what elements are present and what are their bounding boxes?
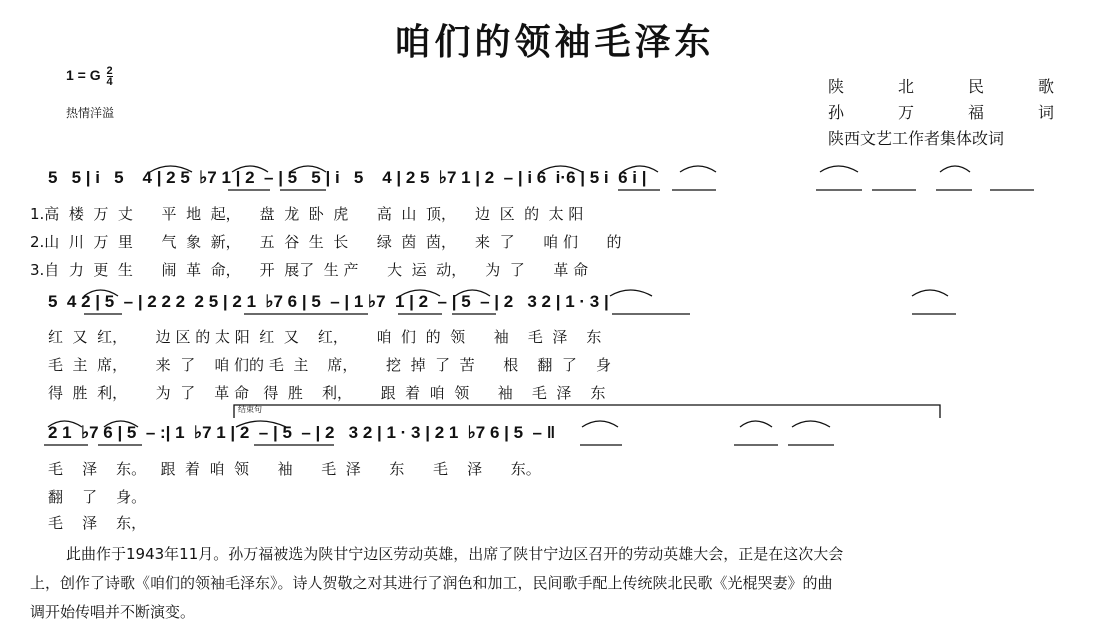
- score-row-1-notes: 5 5 | i 5 4 | 2 5 ♭7 1 | 2 – | 5 5 | i 5 4 | 2 5 ♭7 1 | 2 – | i 6 i·6 | 5 i 6 i |: [48, 168, 647, 187]
- ending-label: 结束句: [238, 405, 262, 414]
- lyric-row-1-verse-3: 3.自 力 更 生 闹 革 命， 开 展了 生 产 大 运 动， 为 了 革 命: [30, 261, 589, 279]
- lyric-row-3-verse-3: 毛 泽 东，: [48, 514, 147, 532]
- score-row-3-notes: 2 1 ♭7 6 | 5 – :| 1 ♭7 1 | 2 – | 5 – | 2 3 2 | 1 · 3 | 2 1 ♭7 6 | 5 – ‖: [48, 423, 556, 442]
- notes-paragraph-line-1: 此曲作于1943年11月。孙万福被选为陕甘宁边区劳动英雄，出席了陕甘宁边区召开的劳动英雄大会，正是在这次大会: [66, 545, 844, 563]
- slur: [582, 421, 618, 427]
- credit-char: 万: [897, 103, 914, 122]
- slur: [455, 290, 490, 296]
- credit-char: 民: [967, 77, 984, 96]
- lyric-row-3-verse-2: 翻 了 身。: [48, 488, 147, 506]
- slur: [940, 166, 970, 172]
- credit-char: 福: [967, 103, 984, 122]
- slur: [622, 166, 658, 172]
- score-row-2-notes: 5 4 2 | 5 – | 2 2 2 2 5 | 2 1 ♭7 6 | 5 – | 1 ♭7 1 | 2 – | 5 – | 2 3 2 | 1 · 3 |: [48, 292, 609, 311]
- slur: [104, 421, 138, 427]
- slur: [150, 166, 192, 172]
- lyric-row-2-verse-2: 毛 主 席， 来 了 咱 们的 毛 主 席， 挖 掉 了 苦 根 翻 了 身: [48, 356, 611, 374]
- notes-paragraph-line-2: 上，创作了诗歌《咱们的领袖毛泽东》。诗人贺敬之对其进行了润色和加工，民间歌手配上传统陕北民歌《光棍哭妻》的曲: [30, 574, 833, 592]
- slur: [84, 290, 118, 296]
- time-bottom: 4: [106, 76, 113, 88]
- credit-char: 歌: [1037, 77, 1054, 96]
- lyric-row-2-verse-1: 红 又 红， 边 区 的 太 阳 红 又 红， 咱 们 的 领 袖 毛 泽 东: [48, 328, 602, 346]
- slur: [792, 421, 830, 427]
- notes-paragraph-line-3: 调开始传唱并不断演变。: [30, 603, 196, 621]
- slur: [680, 166, 716, 172]
- slur: [232, 166, 268, 172]
- slur: [540, 166, 582, 172]
- slur: [290, 166, 326, 172]
- credit-char: 北: [897, 77, 914, 96]
- ending-bracket: [234, 405, 940, 418]
- lyric-row-2-verse-3: 得 胜 利， 为 了 革 命 得 胜 利， 跟 着 咱 领 袖 毛 泽 东: [48, 384, 606, 402]
- song-title: 咱们的领袖毛泽东: [394, 22, 715, 63]
- slur: [400, 290, 440, 296]
- slur: [740, 421, 772, 427]
- key-prefix: 1 = G: [66, 67, 101, 84]
- lyric-row-1-verse-1: 1.高 楼 万 丈 平 地 起， 盘 龙 卧 虎 高 山 顶， 边 区 的 太 阳: [30, 205, 584, 223]
- slur: [236, 421, 286, 427]
- time-top: 2: [106, 65, 113, 77]
- slur: [610, 290, 652, 296]
- lyric-row-1-verse-2: 2.山 川 万 里 气 象 新， 五 谷 生 长 绿 茵 茵， 来 了 咱 们 的: [30, 233, 622, 251]
- slur: [48, 421, 82, 427]
- slur: [820, 166, 858, 172]
- credit-adaptation: 陕西文艺工作者集体改词: [828, 129, 1005, 148]
- credit-char: 孙: [828, 103, 845, 122]
- credit-char: 词: [1037, 103, 1054, 122]
- tempo-marking: 热情洋溢: [66, 106, 115, 120]
- credit-char: 陕: [828, 77, 845, 96]
- lyric-row-3-verse-1: 毛 泽 东。 跟 着 咱 领 袖 毛 泽 东 毛 泽 东。: [48, 460, 541, 478]
- slur: [912, 290, 948, 296]
